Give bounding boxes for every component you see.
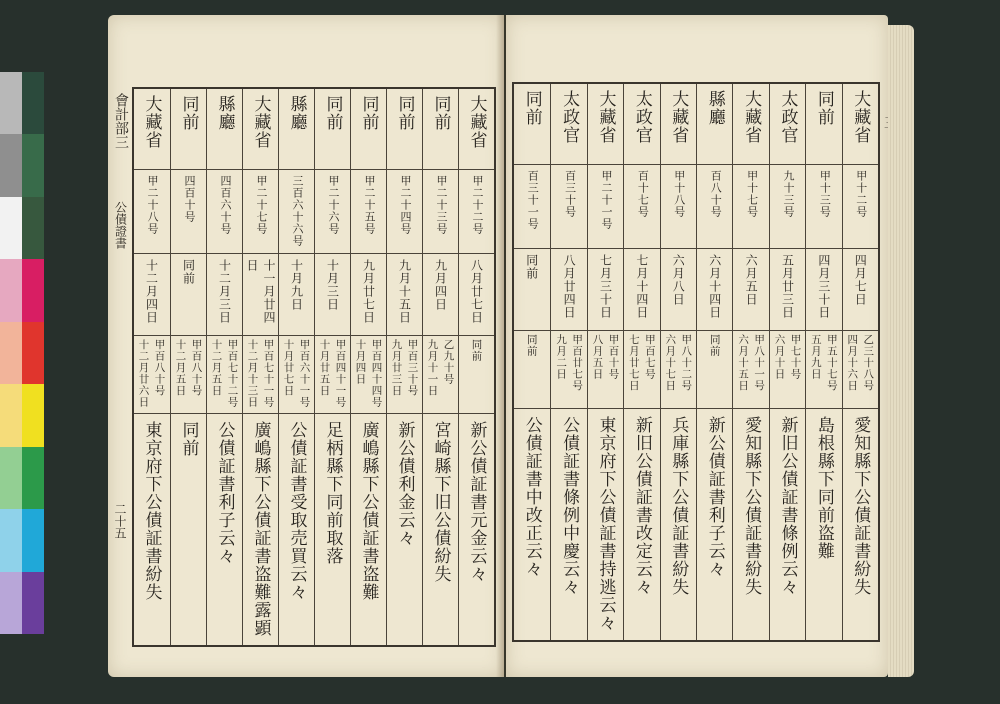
document-number: 甲二十四号	[399, 175, 412, 235]
reference-cell	[390, 335, 421, 413]
reference-cell	[809, 330, 840, 408]
reference-line: 甲七十号	[789, 334, 802, 380]
right-table	[512, 82, 880, 642]
reference-line: 甲百七十二号	[226, 339, 239, 408]
issue-date: 九月廿七日	[361, 259, 376, 324]
ledger-column	[805, 84, 842, 640]
issue-date: 四月七日	[853, 254, 868, 306]
issue-date: 十月三日	[325, 259, 340, 311]
color-swatch	[0, 572, 22, 634]
color-swatch	[22, 384, 44, 446]
reference-line: 六月十日	[773, 334, 786, 380]
reference-line: 同前	[525, 334, 538, 357]
issue-date: 八月廿四日	[562, 254, 577, 319]
reference-line: 甲百八十号	[190, 339, 203, 397]
reference-cell	[627, 330, 658, 408]
left-page	[108, 15, 504, 677]
reference-line: 六月十七日	[664, 334, 677, 392]
issuing-office: 縣廳	[286, 95, 307, 131]
reference-line: 甲百十号	[607, 334, 620, 380]
issuing-office: 縣廳	[214, 95, 235, 131]
issue-date: 九月四日	[433, 259, 448, 311]
subject-text: 島根縣下同前盗難	[813, 416, 834, 560]
reference-cell	[426, 335, 457, 413]
color-swatch	[22, 509, 44, 571]
subject-text: 新公債証書利子云々	[704, 416, 725, 578]
issue-date: 六月十四日	[707, 254, 722, 319]
ledger-column	[314, 89, 351, 645]
ledger-column	[587, 84, 624, 640]
color-swatch	[0, 134, 22, 196]
color-swatch	[0, 509, 22, 571]
issuing-office: 同前	[430, 95, 451, 131]
document-number: 四百六十号	[219, 175, 232, 235]
issue-date: 十二月四日	[144, 259, 159, 324]
ledger-column	[134, 89, 170, 645]
issuing-office: 大藏省	[741, 90, 762, 144]
reference-cell	[590, 330, 621, 408]
reference-line: 十月廿七日	[282, 339, 295, 397]
subject-text: 廣嶋縣下公債証書盗難	[358, 421, 379, 601]
ledger-column	[550, 84, 587, 640]
ledger-column	[623, 84, 660, 640]
document-number: 百十七号	[636, 170, 650, 218]
document-number: 甲二十一号	[599, 170, 613, 230]
issuing-office: 大藏省	[595, 90, 616, 144]
color-calibration-chart	[0, 72, 44, 634]
reference-line: 同前	[470, 339, 483, 362]
subject-text: 新公債利金云々	[394, 421, 415, 547]
reference-cell	[525, 330, 540, 408]
document-number: 甲十八号	[672, 170, 686, 218]
reference-cell	[736, 330, 767, 408]
subject-text: 公債証書條例中慶云々	[559, 416, 580, 596]
color-swatch	[22, 259, 44, 321]
reference-line: 九月廿三日	[390, 339, 403, 397]
color-swatch	[22, 134, 44, 196]
margin-title-text: 會計部三	[113, 93, 129, 149]
issue-date: 十月九日	[289, 259, 304, 311]
subject-text: 愛知縣下公債証書紛失	[850, 416, 871, 596]
reference-cell	[282, 335, 313, 413]
reference-cell	[174, 335, 205, 413]
subject-text: 宮崎縣下旧公債紛失	[430, 421, 451, 583]
ledger-column	[206, 89, 243, 645]
reference-line: 乙三十八号	[862, 334, 875, 392]
subject-text: 公債証書中改正云々	[521, 416, 542, 578]
subject-text: 兵庫縣下公債証書紛失	[668, 416, 689, 596]
reference-line: 十二月廿六日	[137, 339, 150, 408]
reference-line: 九月十一日	[426, 339, 439, 397]
subject-text: 廣嶋縣下公債証書盗難露顕	[250, 421, 271, 637]
subject-text: 愛知縣下公債証書紛失	[741, 416, 762, 596]
folio-number: 二十五	[113, 503, 127, 539]
issuing-office: 太政官	[777, 90, 798, 144]
document-number: 四百十号	[183, 175, 196, 223]
reference-line: 甲八十二号	[680, 334, 693, 392]
document-number: 甲二十二号	[471, 175, 484, 235]
ledger-column	[769, 84, 806, 640]
ledger-column	[842, 84, 879, 640]
color-swatch	[0, 447, 22, 509]
reference-line: 十月四日	[354, 339, 367, 385]
issuing-office: 大藏省	[250, 95, 271, 149]
issue-date: 七月三十日	[598, 254, 613, 319]
ledger-column	[278, 89, 315, 645]
issuing-office: 同前	[521, 90, 542, 126]
reference-line: 十二月五日	[174, 339, 187, 397]
issuing-office: 同前	[322, 95, 343, 131]
margin-title	[110, 93, 132, 281]
issue-date: 十一月廿四日	[245, 259, 276, 324]
reference-line: 同前	[708, 334, 721, 357]
right-page	[506, 15, 888, 677]
subject-text: 新公債証書元金云々	[466, 421, 487, 583]
margin-subtitle-text: 公債證書	[113, 201, 128, 249]
reference-cell	[845, 330, 876, 408]
issue-date: 六月五日	[744, 254, 759, 306]
reference-line: 甲百四十一号	[334, 339, 347, 408]
document-number: 甲二十六号	[327, 175, 340, 235]
subject-text: 公債証書受取売買云々	[286, 421, 307, 601]
subject-text: 新旧公債証書條例云々	[777, 416, 798, 596]
open-book	[108, 15, 920, 687]
reference-line: 甲百廿七号	[571, 334, 584, 392]
subject-text: 東京府下公債証書紛失	[141, 421, 162, 601]
ledger-column	[350, 89, 387, 645]
reference-cell	[246, 335, 277, 413]
reference-line: 甲百六十一号	[298, 339, 311, 408]
ledger-column	[242, 89, 279, 645]
reference-line: 甲八十一号	[753, 334, 766, 392]
ledger-column	[170, 89, 207, 645]
document-number: 百三十号	[563, 170, 577, 218]
ledger-column	[386, 89, 423, 645]
reference-cell	[554, 330, 585, 408]
color-swatch	[0, 322, 22, 384]
color-swatch	[22, 72, 44, 134]
issuing-office: 同前	[358, 95, 379, 131]
issuing-office: 太政官	[631, 90, 652, 144]
reference-line: 十二月十三日	[246, 339, 259, 408]
subject-text: 公債証書利子云々	[214, 421, 235, 565]
issue-date: 九月十五日	[397, 259, 412, 324]
issuing-office: 縣廳	[704, 90, 725, 126]
document-number: 甲十三号	[818, 170, 832, 218]
color-swatch	[22, 447, 44, 509]
issue-date: 五月廿三日	[780, 254, 795, 319]
reference-line: 乙九十号	[442, 339, 455, 385]
reference-cell	[772, 330, 803, 408]
subject-text: 新旧公債証書改定云々	[631, 416, 652, 596]
issuing-office: 大藏省	[850, 90, 871, 144]
issue-date: 七月十四日	[634, 254, 649, 319]
reference-cell	[663, 330, 694, 408]
subject-text: 足柄縣下同前取落	[322, 421, 343, 565]
issuing-office: 大藏省	[668, 90, 689, 144]
issuing-office: 同前	[813, 90, 834, 126]
color-swatch	[0, 197, 22, 259]
document-number: 百三十一号	[526, 170, 540, 230]
document-number: 三百六十六号	[291, 175, 304, 247]
ledger-column	[660, 84, 697, 640]
ledger-column	[458, 89, 495, 645]
document-number: 甲十七号	[745, 170, 759, 218]
issuing-office: 太政官	[559, 90, 580, 144]
color-swatch	[22, 322, 44, 384]
reference-cell	[470, 335, 485, 413]
page-edges	[888, 25, 914, 677]
document-number: 甲二十五号	[363, 175, 376, 235]
reference-cell	[708, 330, 723, 408]
reference-line: 甲百四十四号	[370, 339, 383, 408]
reference-line: 十月廿五日	[318, 339, 331, 397]
reference-line: 四月十六日	[846, 334, 859, 392]
issuing-office: 同前	[394, 95, 415, 131]
reference-line: 甲百三十号	[406, 339, 419, 397]
issuing-office: 大藏省	[141, 95, 162, 149]
document-number: 九十三号	[781, 170, 795, 218]
issue-date: 十二月三日	[217, 259, 232, 324]
reference-line: 九月二日	[555, 334, 568, 380]
left-table	[132, 87, 496, 647]
ledger-column	[732, 84, 769, 640]
color-swatch	[0, 259, 22, 321]
document-number: 百八十号	[709, 170, 723, 218]
reference-line: 六月十五日	[737, 334, 750, 392]
document-number: 甲二十三号	[435, 175, 448, 235]
reference-cell	[354, 335, 385, 413]
reference-line: 甲五十七号	[825, 334, 838, 392]
issue-date: 同前	[524, 254, 539, 280]
issue-date: 八月廿七日	[469, 259, 484, 324]
issuing-office: 同前	[178, 95, 199, 131]
ledger-column	[696, 84, 733, 640]
subject-text: 東京府下公債証書持逃云々	[595, 416, 616, 632]
ledger-column	[422, 89, 459, 645]
ledger-column	[514, 84, 550, 640]
reference-line: 甲百八十号	[153, 339, 166, 397]
document-number: 甲十二号	[854, 170, 868, 218]
reference-line: 五月九日	[809, 334, 822, 380]
reference-line: 七月廿七日	[627, 334, 640, 392]
document-number: 甲二十八号	[146, 175, 159, 235]
issue-date: 四月三十日	[816, 254, 831, 319]
reference-cell	[318, 335, 349, 413]
color-swatch	[0, 72, 22, 134]
color-swatch	[0, 384, 22, 446]
reference-line: 甲百七号	[643, 334, 656, 380]
reference-line: 八月五日	[591, 334, 604, 380]
reference-line: 十二月五日	[210, 339, 223, 397]
issuing-office: 大藏省	[466, 95, 487, 149]
reference-line: 甲百七十一号	[262, 339, 275, 408]
issue-date: 同前	[181, 259, 196, 285]
reference-cell	[137, 335, 168, 413]
issue-date: 六月八日	[671, 254, 686, 306]
document-number: 甲二十七号	[255, 175, 268, 235]
color-swatch	[22, 572, 44, 634]
reference-cell	[210, 335, 241, 413]
subject-text: 同前	[178, 421, 199, 457]
color-swatch	[22, 197, 44, 259]
